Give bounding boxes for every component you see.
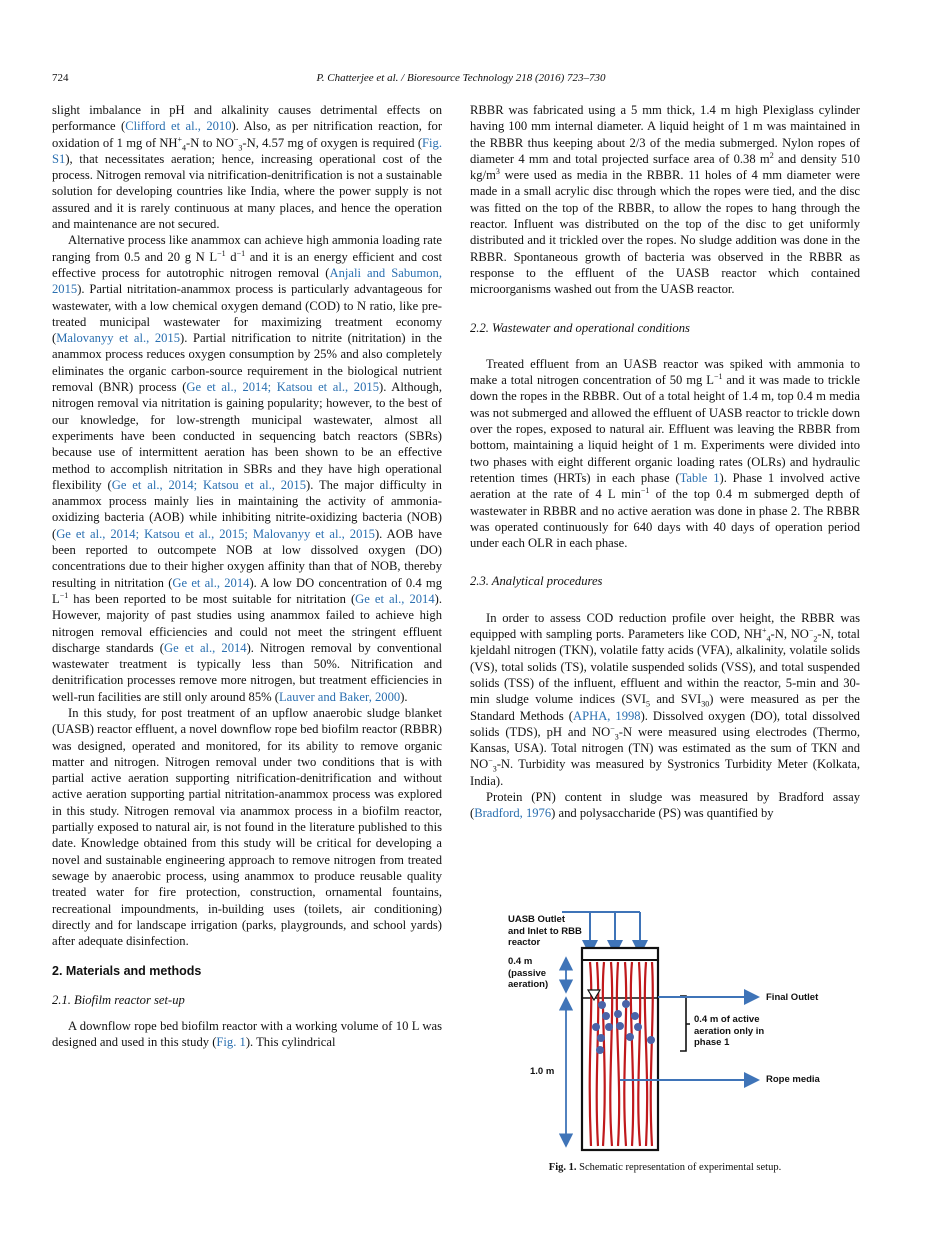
label-rope-media: Rope media	[766, 1074, 820, 1085]
section-heading: 2. Materials and methods	[52, 964, 202, 979]
active-aeration-bracket	[680, 996, 690, 1051]
subsection-heading: 2.1. Biofilm reactor set-up	[52, 992, 185, 1007]
citation-link[interactable]: Ge et al., 2014; Katsou et al., 2015	[186, 380, 379, 395]
journal-citation: P. Chatterjee et al. / Bioresource Technology 218 (2016) 723–730	[316, 72, 606, 84]
paragraph: In order to assess COD reduction profile over height, the RBBR was equipped with sampling ports. Parameters like COD, $NH^+_4-N$, $NO^-_2-N$, total kjeldahl nitrogen (TKN), volatile fatty acids (VFA), alkalinity, volatile solids (VS), total solids (TS), volatile suspended solids (VSS), and total suspended solids (TSS) of the influent, effluent and within the reactor, 5-min and 30-min sludge volume indices ($SVI_5$ and $SVI_{30}$) were measured as per the Standard Methods (APHA, 1998). Dissolved oxygen (DO), total dissolved solids (TDS), pH and $NO^-_3-N$ were measured using electrodes (Thermo, Kansas, USA). Total nitrogen (TN) was estimated as the sum of TKN and $NO^-_3-N$. Turbidity was measured by Systronics Turbidity Meter (Kolkata, India).	[470, 610, 860, 788]
label-inlet: UASB Outlet and Inlet to RBB reactor	[508, 914, 582, 948]
paragraph: RBBR was fabricated using a 5 mm thick, 1.4 m high Plexiglass cylinder having 100 mm internal diameter. A liquid height of 1 m was maintained in the RBBR thus keeping about 2/3 of the media submerged. Nylon ropes of diameter 4 mm and total projected surface area of 0.38 $m^2$ and density 510 $kg/m^3$ were used as media in the RBBR. 11 holes of 4 mm diameter were made in a small acrylic disc through which the ropes were tied, and the disc was fitted on the top of the RBBR, to allow the ropes to hang through the reactor. Influent was distributed on the top of the disc to get uniformly distributed and it trickled over the ropes. No sludge addition was done in the RBBR. Spontaneous growth of bacteria was observed in the RBBR as response to the effluent of the UASB reactor which contained microorganisms washed out from the UASB reactor.	[470, 103, 860, 297]
figure-caption	[470, 1162, 860, 1173]
citation-link[interactable]: Ge et al., 2014	[172, 575, 250, 590]
citation-link[interactable]: Ge et al., 2014	[355, 591, 435, 606]
paragraph: Protein (PN) content in sludge was measured by Bradford assay (Bradford, 1976) and polysaccharide (PS) was quantified by	[470, 789, 860, 821]
citation-link[interactable]: Clifford et al., 2010	[125, 119, 232, 134]
citation-link[interactable]: Ge et al., 2014; Katsou et al., 2015	[111, 477, 306, 492]
paragraph: Treated effluent from an UASB reactor was spiked with ammonia to make a total nitrogen concentration of 50 mg $L^{-1}$ and it was made to trickle down the ropes in the RBBR. Out of a total height of 1.4 m, top 0.4 m media was not submerged and allowed the effluent of UASB reactor to trickle down over the ropes, exposed to natural air. Effluent was leaving the RBBR from bottom, maintaining a liquid height of 1 m. Experiments were divided into two phases with eight different organic loading rates (OLRs) and hydraulic retention times (HRTs) in each phase (Table 1). Phase 1 involved active aeration at the rate of 4 L $\min^{-1}$ of the top 0.4 m submerged depth of wastewater in RBBR and no active aeration was done in phase 2. The RBBR was operated continuously for 640 days with 40 days of operation period under each OLR in each phase.	[470, 356, 860, 551]
citation-link[interactable]: APHA, 1998	[573, 708, 641, 723]
label-final-outlet: Final Outlet	[766, 992, 819, 1003]
label-liquid-height: 1.0 m	[530, 1066, 555, 1077]
figure-link[interactable]: Fig. S1	[52, 135, 442, 166]
citation-link[interactable]: Bradford, 1976	[474, 806, 552, 821]
label-passive-aeration: 0.4 m (passive aeration)	[508, 956, 549, 990]
paragraph: A downflow rope bed biofilm reactor with a working volume of 10 L was designed and used in this study (Fig. 1). This cylindrical	[52, 1019, 442, 1050]
citation-link[interactable]: Lauver and Baker, 2000	[278, 689, 401, 704]
caption-label: Fig. 1.	[548, 1162, 577, 1173]
citation-link[interactable]: Ge et al., 2014; Katsou et al., 2015; Malovanyy et al., 2015	[56, 526, 375, 541]
running-header	[52, 72, 870, 88]
right-column	[470, 102, 860, 822]
paragraph: slight imbalance in pH and alkalinity causes detrimental effects on performance (Clifford et al., 2010). Also, as per nitrification reaction, for oxidation of 1 mg of $NH^+_4-N$ to $NO^-_3-N$, 4.57 mg of oxygen is required (Fig. S1), that necessitates aeration; hence, increasing operational cost of the process. Nitrogen removal via nitrification-denitrification is not a sustainable solution for developing countries like India, where the power supply is not assured and it is rarely continuous at many places, and hence the operation and maintenance are not secured.	[52, 103, 443, 232]
citation-link[interactable]: Ge et al., 2014	[163, 640, 247, 655]
figure-link[interactable]: Fig. 1	[216, 1035, 246, 1050]
left-column	[52, 102, 442, 1051]
subsection-heading: 2.3. Analytical procedures	[470, 574, 603, 589]
label-active-aeration: 0.4 m of active aeration only in phase 1	[694, 1014, 765, 1048]
subsection-heading: 2.2. Wastewater and operational conditions	[470, 320, 690, 335]
page-number: 724	[52, 72, 69, 84]
citation-link[interactable]: Malovanyy et al., 2015	[56, 331, 181, 346]
citation-link[interactable]: Anjali and Sabumon, 2015	[52, 265, 442, 297]
paragraph: In this study, for post treatment of an upflow anaerobic sludge blanket (UASB) reactor effluent, a novel downflow rope bed biofilm reactor (RBBR) was designed, operated and monitored, for its ability to remove organic matter and nitrogen. Nitrogen removal under two conditions that is with partial active aeration supporting nitrification-denitrification and without active aeration supporting partial nitritation-anammox process was explored in this study. Nitrogen removal via anammox process in a biofilm reactor, partially exposed to natural air, is not found in the literature published to this date. Knowledge obtained from this study will be critical for developing a novel and sustainable engineering approach to remove nitrogen from treated sewage by anaerobic process, using anammox to produce reusable quality treated water for fire protection, construction, ornamental fountains, recreational impoundments, in-building uses (toilets, air conditioning) directly and for landscape irrigation (parks, playgrounds, and school yards) after adequate disinfection.	[52, 705, 442, 949]
caption-text: Schematic representation of experimental setup.	[579, 1162, 782, 1173]
figure-1-schematic	[490, 906, 880, 1206]
table-link[interactable]: Table 1	[679, 470, 720, 485]
paragraph: Alternative process like anammox can achieve high ammonia loading rate ranging from 0.5 and 20 g N $L^{-1}$ $d^{-1}$ and it is an energy efficient and cost effective process for autotrophic nitrogen removal (Anjali and Sabumon, 2015). Partial nitritation-anammox process is particularly advantageous for wastewater, with a low chemical oxygen demand (COD) to N ratio, like pre-treated municipal wastewater for maximizing treatment economy (Malovanyy et al., 2015). Partial nitrification to nitrite (nitritation) in the anammox process reduces oxygen consumption by 25% and also completely eliminates the organic carbon-source requirement in the biological nutrient removal (BNR) process (Ge et al., 2014; Katsou et al., 2015). Although, nitrogen removal via nitritation is gaining popularity; however, to the best of our knowledge, for low-strength municipal wastewater, almost all experiments have been conducted in sequencing batch reactors (SBRs) because use of intermittent aeration has been shown to be an effective method to accomplish nitritation in SBRs and they have high operational flexibility (Ge et al., 2014; Katsou et al., 2015). The major difficulty in anammox process mainly lies in maintaining the activity of ammonia-oxidizing bacteria (AOB) while inhibiting nitrite-oxidizing bacteria (NOB) (Ge et al., 2014; Katsou et al., 2015; Malovanyy et al., 2015). AOB have been reported to outcompete NOB at low dissolved oxygen (DO) concentrations due to their higher oxygen affinity than that of NOB, thereby resulting in nitritation (Ge et al., 2014). A low DO concentration of 0.4 mg $L^{-1}$ has been reported to be most suitable for nitritation (Ge et al., 2014). However, majority of past studies using anammox failed to achieve high nitrogen removal efficiencies and could not meet the stringent effluent discharge standards (Ge et al., 2014). Nitrogen removal by conventional wastewater treatment is typically less than 50%. Nitrification and denitrification processes remove more nitrogen, but treatment efficiencies in well-run facilities are still only around 85% (Lauver and Baker, 2000).	[52, 233, 443, 704]
